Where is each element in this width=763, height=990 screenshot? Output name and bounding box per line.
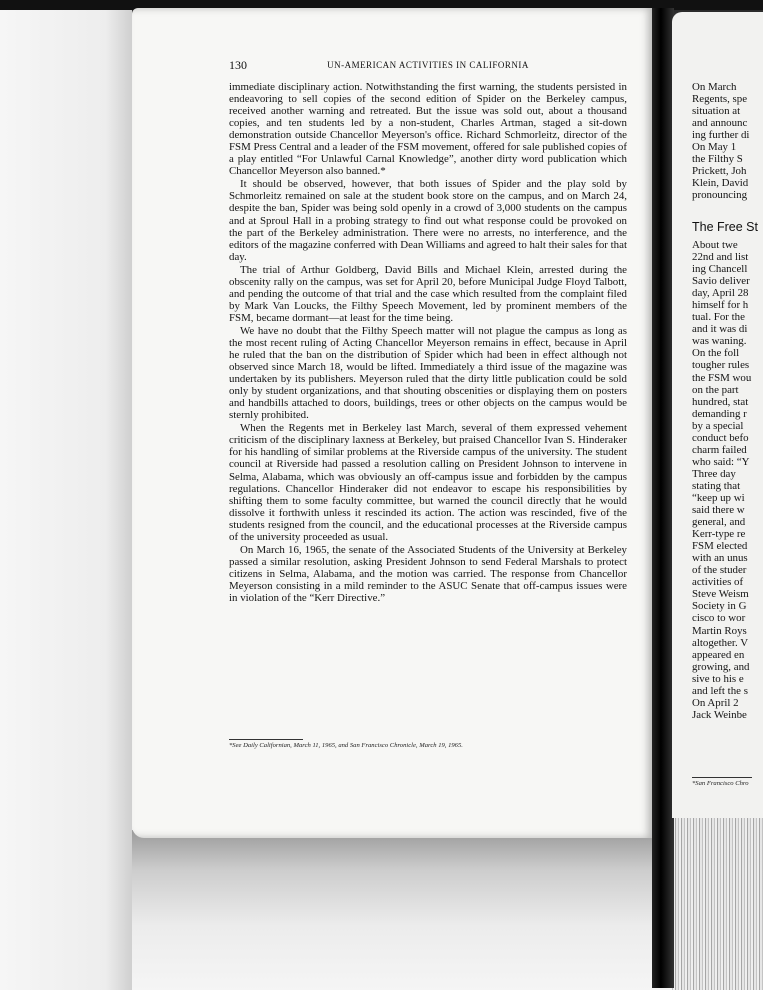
- right-line: “keep up wi: [692, 491, 745, 504]
- right-line: Klein, David: [692, 177, 749, 190]
- right-line: On May 1: [692, 141, 737, 154]
- right-line: Prickett, Joh: [692, 165, 747, 178]
- right-line: On April 2: [692, 696, 739, 709]
- right-line: conduct befo: [692, 431, 749, 444]
- right-line: appeared en: [692, 648, 745, 661]
- footnote-rule: [229, 739, 303, 740]
- right-line: general, and: [692, 516, 746, 529]
- right-line: On March: [692, 81, 737, 93]
- right-line: activities of: [692, 576, 744, 589]
- footnote: *See Daily Californian, March 11, 1965, and San Francisco Chronicle, March 19, 1965.: [229, 742, 463, 749]
- right-line: hundred, stat: [692, 395, 749, 408]
- right-line: sive to his e: [692, 672, 744, 685]
- right-line: ing further di: [692, 129, 750, 142]
- right-line: FSM elected: [692, 540, 748, 553]
- body-text: [229, 81, 627, 605]
- running-head: UN-AMERICAN ACTIVITIES IN CALIFORNIA: [327, 60, 529, 70]
- page-header: [229, 58, 627, 72]
- paragraph: It should be observed, however, that both issues of Spider and the play sold by Schmorleitz remained on sale at the student book store on the campus, and on March 24, despite the ban, Spider was being sold openly in a crowd of 3,000 students on the campus and at Sproul Hall in a probing strategy to find out what response could be provoked on the part of the Berkeley administration. There were no arrests, no interference, and the editors of the magazine conferred with Dean Williams and agreed to halt their sales for that day.: [229, 178, 627, 263]
- right-line: Martin Roys: [692, 624, 747, 637]
- right-footnote-rule: [692, 777, 752, 778]
- page-bottom-shadow: [132, 830, 654, 990]
- right-line: cisco to wor: [692, 612, 746, 625]
- left-margin: [0, 10, 132, 990]
- right-line: Society in G: [692, 600, 747, 613]
- right-line: Jack Weinbe: [692, 708, 747, 721]
- right-line: 22nd and list: [692, 251, 749, 264]
- paragraph: immediate disciplinary action. Notwithstanding the first warning, the students persisted in endeavoring to sell copies of the second edition of Spider on the Berkeley campus, received another warning and retreated. But the issue was sold out, about a thousand copies, and ten students led by a non-student, Charles Artman, staged a sit-down demonstration outside Chancellor Meyerson's office. Richard Schmorleitz, director of the FSM Press Central and a leader of the FSM movement, offered for sale published copies of a play entitled “For Unlawful Carnal Knowledge”, another dirty word publication which Chancellor Meyerson also banned.*: [229, 81, 627, 178]
- right-line: who said: “Y: [692, 455, 750, 468]
- page-edge-stripes: [672, 818, 763, 990]
- right-line: tougher rules: [692, 359, 750, 372]
- right-line: Regents, spe: [692, 93, 748, 106]
- right-page-text-top: [692, 81, 763, 201]
- right-line: day, April 28: [692, 287, 749, 300]
- right-page-heading: The Free St: [692, 220, 758, 234]
- right-line: Three day: [692, 467, 736, 480]
- right-line: demanding r: [692, 407, 747, 420]
- right-line: altogether. V: [692, 636, 749, 649]
- right-line: himself for h: [692, 299, 749, 312]
- right-line: the FSM wou: [692, 371, 752, 384]
- right-line: pronouncing: [692, 189, 748, 202]
- paragraph: We have no doubt that the Filthy Speech matter will not plague the campus as long as the most recent ruling of Acting Chancellor Meyerson remains in effect, because in April he ruled that the ban on the distribution of Spider which had been in effect although not observed since March 18, would be lifted. Immediately a third issue of the magazine was undertaken by its publishers. Meyerson ruled that the dirty little publication could be sold only by student organizations, and that shouting obscenities or displaying them on posters and handbills attached to doors, buildings, trees or other objects on the campus would be sternly prohibited.: [229, 324, 627, 422]
- right-line: ing Chancell: [692, 263, 748, 276]
- right-line: with an unus: [692, 552, 748, 565]
- page-number: 130: [229, 58, 247, 72]
- paragraph: On March 16, 1965, the senate of the Associated Students of the University at Berkeley passed a similar resolution, asking President Johnson to send Federal Marshals to protect citizens in Selma, Alabama, and the motion was carried. The response from Chancellor Meyerson consisting in a mild reminder to the ASUC Senate that off-campus issues were in violation of the “Kerr Directive.”: [229, 543, 627, 604]
- right-line: was waning.: [692, 335, 747, 348]
- right-line: On the foll: [692, 347, 740, 360]
- right-line: charm failed: [692, 443, 747, 456]
- right-line: situation at: [692, 105, 741, 118]
- right-line: Savio deliver: [692, 275, 750, 288]
- paragraph: The trial of Arthur Goldberg, David Bills and Michael Klein, arrested during the obscenity rally on the campus, was set for April 20, before Municipal Judge Floyd Talbott, and pending the outcome of that trial and the case which resulted from the complaint filed by Mark Van Loucks, the Filthy Speech Movement, led by prominent members of the FSM, became dormant—at least for the time being.: [229, 263, 627, 324]
- right-line: stating that: [692, 479, 741, 492]
- right-line: the Filthy S: [692, 153, 743, 166]
- right-line: and it was di: [692, 323, 748, 336]
- right-line: About twe: [692, 239, 738, 251]
- right-page-text-body: [692, 239, 763, 721]
- paragraph: When the Regents met in Berkeley last March, several of them expressed vehement criticism of the disciplinary laxness at Berkeley, but praised Chancellor Ivan S. Hinderaker for his handling of similar problems at the Riverside campus of the university. The student council at Riverside had passed a resolution calling on President Johnson to intervene in Selma, Alabama, which was obviously an off-campus issue and forbidden by the campus regulations. Chancellor Hinderaker did not endeavor to escape his responsibilities by shifting them to some faculty committee, but warned the council directly that he would dissolve it forthwith unless it rescinded its action. The action was rescinded, five of the students resigned from the council, and the educational processes at the Riverside campus of the university proceeded as usual.: [229, 422, 627, 543]
- right-line: growing, and: [692, 660, 750, 673]
- right-line: said there w: [692, 504, 745, 517]
- right-line: Steve Weism: [692, 588, 749, 601]
- book-gutter: [652, 8, 674, 988]
- right-line: by a special: [692, 419, 744, 432]
- right-footnote: *San Francisco Chro: [692, 780, 749, 787]
- right-line: Kerr-type re: [692, 528, 746, 541]
- right-line: and announc: [692, 117, 748, 130]
- right-line: tual. For the: [692, 311, 745, 324]
- right-line: and left the s: [692, 684, 748, 697]
- right-line: of the studer: [692, 564, 747, 577]
- right-line: on the part: [692, 383, 739, 396]
